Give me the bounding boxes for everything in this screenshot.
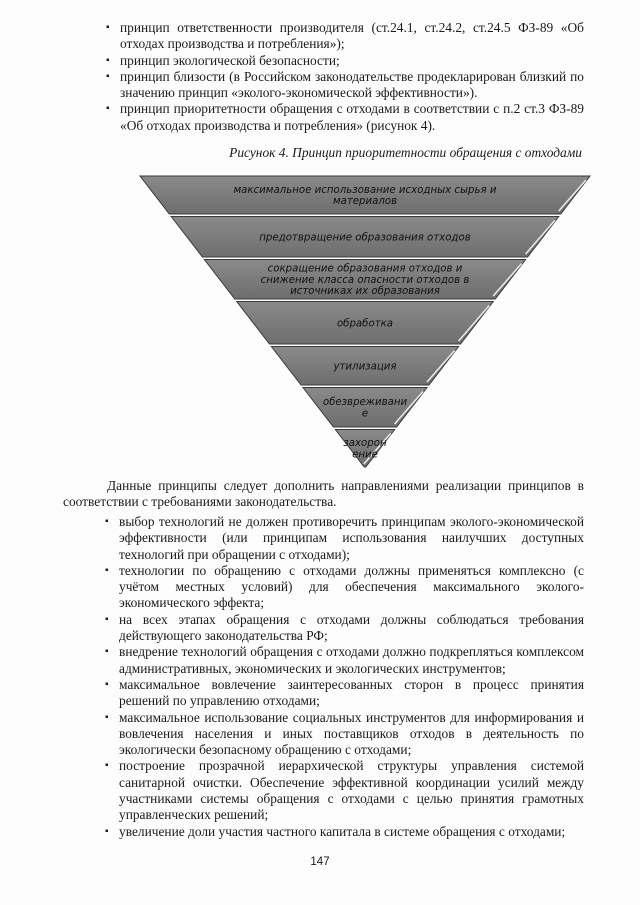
bullet-icon: ▪ bbox=[106, 22, 110, 33]
pyramid-level bbox=[335, 430, 394, 468]
list-item-text: принцип ответственности производителя (ст.24.1, ст.24.2, ст.24.5 ФЗ-89 «Об отходах производства и потребления»); bbox=[120, 20, 584, 52]
pyramid-level-label: обработка bbox=[336, 318, 394, 330]
list-item bbox=[105, 612, 584, 645]
pyramid-level bbox=[271, 347, 458, 386]
bullet-icon: ▪ bbox=[105, 678, 109, 690]
pyramid-level-label: снижение класса опасности отходов в bbox=[260, 274, 470, 286]
list-item-text: принцип близости (в Российском законодательстве продекларирован близкий по значению принцип «эколого-экономической эффективности»). bbox=[120, 68, 584, 101]
list-item bbox=[105, 824, 584, 840]
figure-caption: Рисунок 4. Принцип приоритетности обращения с отходами bbox=[229, 145, 582, 160]
pyramid-level bbox=[237, 302, 494, 345]
list-item bbox=[105, 563, 584, 612]
bullet-icon: ▪ bbox=[106, 103, 110, 115]
pyramid-level-label: е bbox=[361, 408, 369, 420]
pyramid-level-label: максимальное использование исходных сырья и bbox=[233, 184, 497, 196]
list-item-text: максимальное вовлечение заинтересованных сторон в процесс принятия решений по управлению отходами; bbox=[119, 676, 584, 709]
bullet-icon: ▪ bbox=[105, 646, 109, 658]
page-number: 147 bbox=[310, 856, 330, 868]
list-item bbox=[105, 644, 584, 677]
directions-list bbox=[105, 514, 584, 840]
pyramid-level bbox=[303, 388, 427, 428]
pyramid-level-label: утилизация bbox=[333, 361, 397, 373]
list-item-text: увеличение доли участия частного капитала в системе обращения с отходами; bbox=[119, 823, 566, 839]
list-item bbox=[105, 514, 584, 563]
list-item bbox=[105, 710, 584, 759]
pyramid-level bbox=[140, 176, 590, 214]
list-item bbox=[105, 758, 584, 823]
bullet-icon: ▪ bbox=[105, 711, 109, 723]
bullet-icon: ▪ bbox=[105, 613, 109, 625]
bullet-icon: ▪ bbox=[105, 564, 109, 576]
pyramid-level-label: материалов bbox=[332, 196, 398, 208]
pyramid-level bbox=[204, 260, 525, 300]
bullet-icon: ▪ bbox=[105, 516, 109, 527]
list-item-text: технологии по обращению с отходами должны применяться комплексно (с учётом местных условий) для обеспечения максимального эколого-экономического эффекта; bbox=[119, 562, 584, 611]
list-item bbox=[105, 677, 584, 710]
bullet-icon: ▪ bbox=[105, 760, 109, 772]
pyramid-level-label: источниках их образования bbox=[290, 285, 440, 297]
pyramid-level-label: обезвреживани bbox=[322, 397, 408, 409]
list-item-text: максимальное использование социальных инструментов для информирования и вовлечения населения и иных поставщиков отходов в деятельность по экологически безопасному обращению с отходами; bbox=[119, 709, 584, 758]
bullet-icon: ▪ bbox=[105, 825, 109, 837]
list-item-text: выбор технологий не должен противоречить принципам эколого-экономической эффективности (или принципам использования наилучших доступных технологий при обращении с отходами); bbox=[119, 514, 584, 562]
pyramid-level bbox=[171, 217, 559, 258]
pyramid-level-label: захорон bbox=[343, 438, 387, 450]
list-item-text: принцип экологической безопасности; bbox=[120, 52, 340, 68]
bullet-icon: ▪ bbox=[106, 70, 110, 82]
list-item-text: на всех этапах обращения с отходами должны соблюдаться требования действующего законодательства РФ; bbox=[119, 611, 584, 644]
intro-paragraph: Данные принципы следует дополнить направлениями реализации принципов в соответствии с требованиями законодательства. bbox=[63, 478, 584, 510]
list-item-text: принцип приоритетности обращения с отходами в соответствии с п.2 ст.3 ФЗ-89 «Об отходах производства и потребления» (рисунок 4). bbox=[120, 101, 584, 133]
pyramid-level-label: предотвращение образования отходов bbox=[259, 232, 471, 244]
list-item-text: построение прозрачной иерархической структуры управления системой санитарной очистки. Обеспечение эффективной координации усилий между участниками системы обращения с отходами с целью принятия грамотных управленческих решений; bbox=[119, 758, 584, 823]
pyramid-level-label: сокращение образования отходов и bbox=[267, 263, 463, 275]
bullet-icon: ▪ bbox=[106, 54, 110, 66]
pyramid-level-label: ение bbox=[352, 449, 378, 461]
list-item-text: внедрение технологий обращения с отходами должно подкрепляться комплексом административных, экономических и экологических инструментов; bbox=[119, 644, 584, 676]
